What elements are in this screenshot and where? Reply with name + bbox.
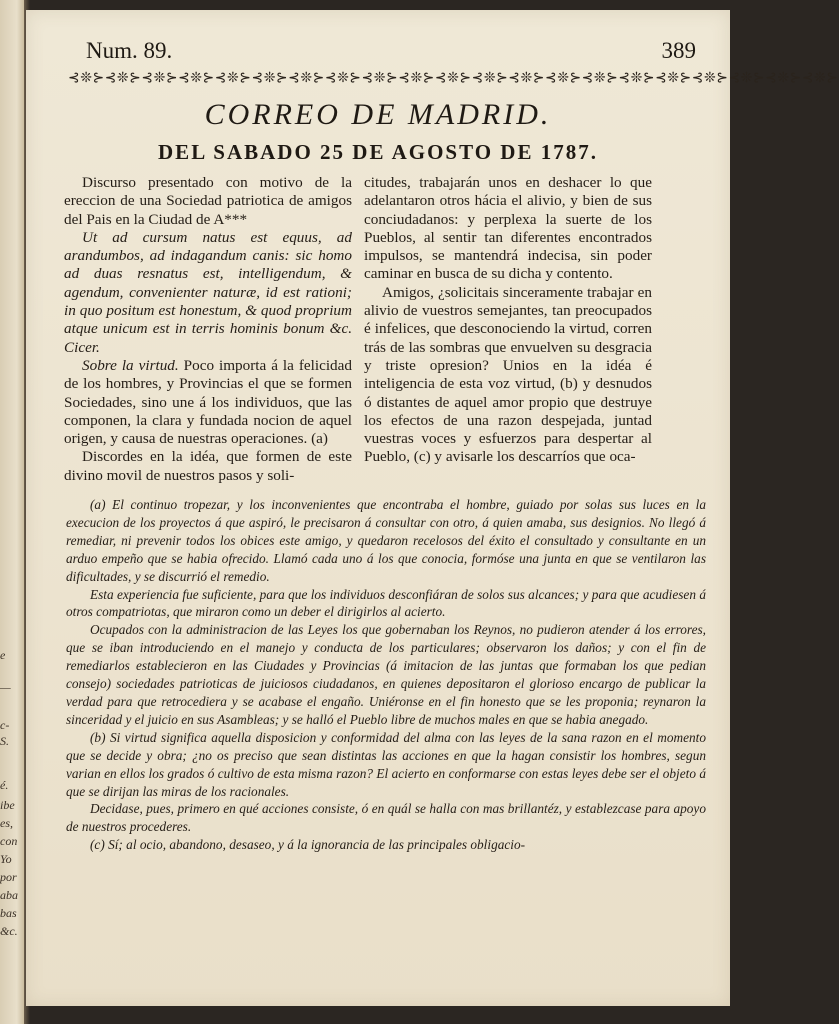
margin-fragment: &c.	[0, 924, 18, 938]
margin-fragment: S.	[0, 734, 9, 748]
footnotes	[66, 496, 706, 854]
footnote-c: (c) Sí; al ocio, abandono, desaseo, y á la ignorancia de las principales obligacio-	[90, 837, 526, 853]
body-paragraph	[64, 357, 352, 448]
margin-fragment: aba	[0, 888, 18, 902]
newspaper-page	[26, 10, 839, 1006]
body-paragraph: citudes, trabajarán unos en deshacer lo que adelantaron otros hácia el alivio, y bien de sus conciudadanos: y perplexa la suerte de los Pueblos, al sentir tan diferentes encontrados impulsos, se mantendrá indecisa, sin poder caminar en busca de su dicha y contento.	[364, 174, 652, 283]
section-lead: Sobre la virtud.	[82, 356, 179, 374]
margin-fragment: —	[0, 680, 11, 694]
body-paragraph: Amigos, ¿solicitais sinceramente trabajar en alivio de vuestros semejantes, tan preocupados é infelices, que desconociendo la virtud, corren trás de las sombras que envuelven su desgracia y triste opresion? Unios en la idéa é inteligencia de esta voz virtud, (b) y desnudos ó distantes de aquel amor propio que destruye los efectos de una razon despejada, juntad vuestras voces y esfuerzos para despertar al Pueblo, (c) y avisarle los descarríos que oca-	[364, 283, 652, 466]
issue-number: Num. 89.	[86, 38, 173, 63]
discourse-heading: Discurso presentado con motivo de la ereccion de una Sociedad patriotica de amigos del Pais en la Ciudad de A***	[64, 174, 352, 228]
margin-fragment: por	[0, 870, 17, 884]
body-paragraph: Discordes en la idéa, que formen de este divino movil de nuestros pasos y soli-	[64, 448, 352, 484]
right-column	[364, 174, 652, 467]
masthead-title: CORREO DE MADRID.	[204, 98, 552, 131]
adjacent-page-edge	[0, 0, 24, 1024]
margin-fragment: e	[0, 648, 6, 662]
footnote-a-cont: Ocupados con la administracion de las Leyes los que gobernaban los Reynos, no pudieron atender á los errores, que se iban introduciendo en el manejo y conducta de los particulares; observaron los daños; y con el fin de remediarlos establecieron en las Ciudades y Provincias (á imitacion de las juntas que formaban los que pedian consejo) sociedades patrioticas de juiciosos ciudadanos, en quienes depositaron el glorioso encargo de publicar la verdad para que retrocediera y se acabase el engaño. Uniéronse en el fin honesto que se les proponia; reynaron la sinceridad y el juicio en sus Asambleas; y se halló el Pueblo libre de muchos males en que se habia anegado.	[66, 622, 706, 727]
left-column	[64, 174, 352, 485]
page-header	[86, 38, 696, 68]
section-text: Poco importa á la felicidad de los hombres, y Provincias el que se formen Sociedades, sino une á los individuos, que las componen, la clara y fundada nocion de aquel origen, y causa de nuestras operaciones. (a)	[64, 356, 352, 448]
latin-epigraph: Ut ad cursum natus est equus, ad arandumbos, ad indagandum canis: sic homo ad duas resnatus est, intelligendum, & agendum, convenienter naturæ, id est rationi; in quo positum est honestum, & quod proprium atque unicum est in terris hominis bonum &c. Cicer.	[64, 228, 352, 356]
ornamental-rule: ⊰❊⊱⊰❊⊱⊰❊⊱⊰❊⊱⊰❊⊱⊰❊⊱⊰❊⊱⊰❊⊱⊰❊⊱⊰❊⊱⊰❊⊱⊰❊⊱⊰❊⊱⊰❊⊱⊰❊⊱⊰❊⊱⊰❊⊱⊰❊⊱⊰❊⊱⊰❊⊱⊰❊⊱	[68, 70, 839, 86]
footnote-b: (b) Si virtud significa aquella disposicion y conformidad del alma con las leyes de la sana razon en el momento que se decide y obra; ¿no os preciso que sean distintas las acciones en que la hagan consistir los hombres, segun varian en ellos los grados ó cultivo de esta misma razon? El acierto en conformarse con estas leyes debe ser el objeto á que se dirijan las miras de los racionales.	[66, 729, 706, 799]
footnote-a-cont: Esta experiencia fue suficiente, para que los individuos desconfiáran de solos sus alcances; y para que acudiesen á otros compatriotas, que miraron como un deber el dirigirlos al acierto.	[66, 586, 706, 620]
dateline: DEL SABADO 25 DE AGOSTO DE 1787.	[158, 140, 598, 164]
page-number: 389	[661, 38, 696, 63]
margin-fragment: bas	[0, 906, 17, 920]
margin-fragment: con	[0, 834, 18, 848]
margin-fragment: c-	[0, 718, 10, 732]
margin-fragment: ibe	[0, 798, 15, 812]
margin-fragment: es,	[0, 816, 13, 830]
footnote-b-cont: Decidase, pues, primero en qué acciones consiste, ó en quál se halla con mas brillantéz, y establezcase para apoyo de nuestros procederes.	[66, 801, 706, 835]
margin-fragment: Yo	[0, 852, 12, 866]
footnote-a: (a) El continuo tropezar, y los inconvenientes que encontraba el hombre, guiado por solas sus luces en la execucion de los proyectos á que aspiró, le precisaron á consultar con otro, á quien amaba, sus designios. No llegó á remediar, ni prevenir todos los obices este amigo, y quedaron recelosos del éxito el consultado y consultante en un arduo empeño que se habia ofrecido. Llamó cada uno á los que conocia, formóse una junta en que se ventilaron las dificultades, y se discurrió el remedio.	[66, 497, 706, 584]
margin-fragment: é.	[0, 778, 9, 792]
